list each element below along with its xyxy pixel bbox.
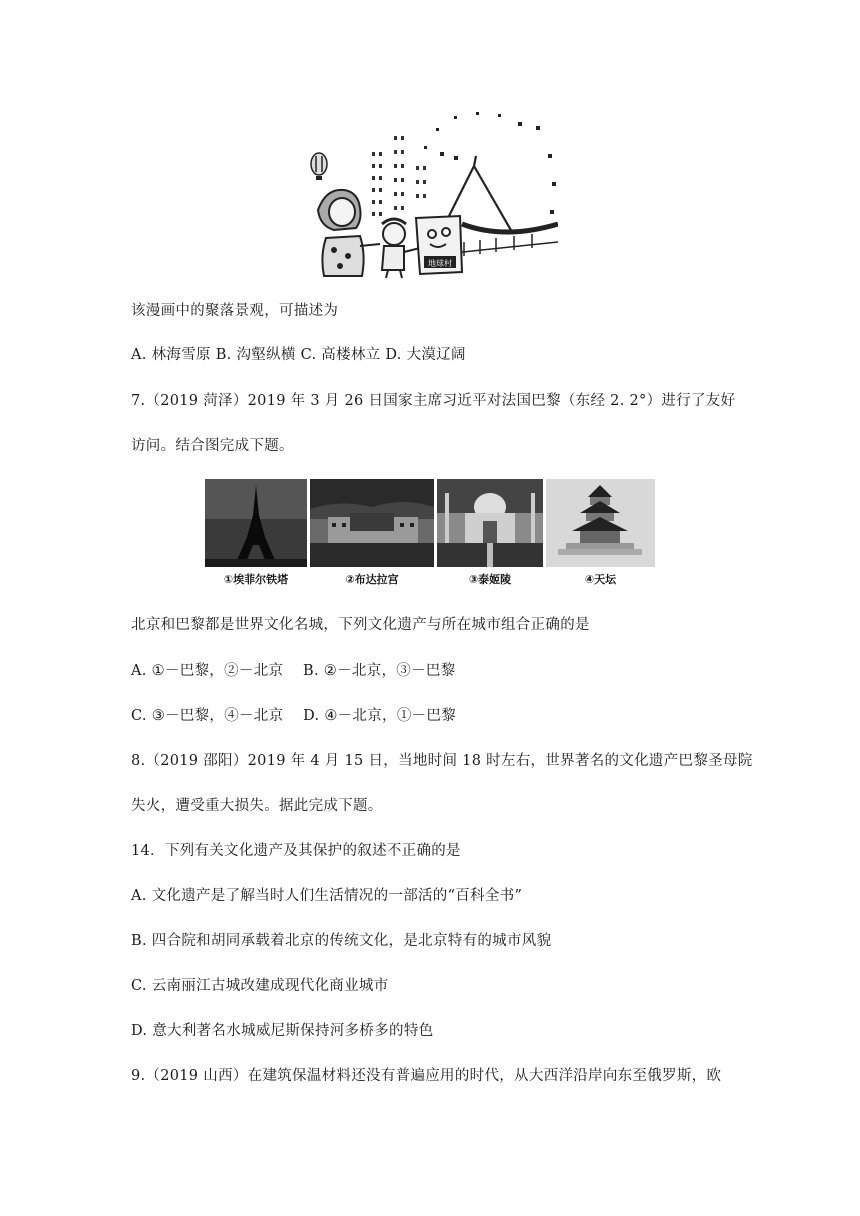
photo-eiffel-tower [205, 479, 307, 587]
q8-line-2: 失火，遭受重大损失。据此完成下题。 [131, 798, 383, 814]
q9-line-1: 9.（2019 山西）在建筑保温材料还没有普遍应用的时代，从大西洋沿岸向东至俄罗斯，欧 [131, 1068, 722, 1084]
photo-caption-4: ④天坛 [584, 573, 617, 586]
photo-caption-1: ①埃菲尔铁塔 [223, 573, 289, 586]
temple-of-heaven-icon [546, 479, 655, 567]
q14-stem: 14．下列有关文化遗产及其保护的叙述不正确的是 [131, 843, 461, 859]
photo-temple-of-heaven [546, 479, 655, 587]
potala-palace-icon [310, 479, 434, 567]
q14-option-a: A. 文化遗产是了解当时人们生活情况的一部活的“百科全书” [131, 888, 523, 904]
taj-mahal-icon [437, 479, 543, 567]
q14-option-b: B. 四合院和胡同承载着北京的传统文化，是北京特有的城市风貌 [131, 933, 552, 949]
q7-line-2: 访问。结合图完成下题。 [131, 438, 294, 454]
heritage-photo-strip [205, 479, 655, 589]
q14-option-d: D. 意大利著名水城威尼斯保持河多桥多的特色 [131, 1023, 434, 1039]
photo-caption-3: ③泰姬陵 [468, 573, 512, 586]
q7-options-ab: A. ①－巴黎，②－北京 B. ②－北京，③－巴黎 [131, 663, 456, 679]
q8-line-1: 8.（2019 邵阳）2019 年 4 月 15 日，当地时间 18 时左右，世界著名的文化遗产巴黎圣母院 [131, 753, 753, 769]
photo-caption-2: ②布达拉宫 [345, 573, 399, 586]
photo-potala-palace [310, 479, 434, 587]
cartoon-illustration [304, 106, 558, 280]
photo-taj-mahal [437, 479, 543, 587]
q7-stem: 北京和巴黎都是世界文化名城，下列文化遗产与所在城市组合正确的是 [131, 617, 590, 633]
q6-stem: 该漫画中的聚落景观，可描述为 [131, 303, 339, 319]
q6-options: A. 林海雪原 B. 沟壑纵横 C. 高楼林立 D. 大漠辽阔 [131, 347, 466, 363]
globe-sign-text: 地球村 [428, 259, 452, 268]
q7-options-cd: C. ③－巴黎，④－北京 D. ④－北京，①－巴黎 [131, 708, 457, 724]
eiffel-tower-icon [205, 479, 307, 567]
q14-option-c: C. 云南丽江古城改建成现代化商业城市 [131, 978, 389, 994]
q7-line-1: 7.（2019 菏泽）2019 年 3 月 26 日国家主席习近平对法国巴黎（东经 2. 2°）进行了友好 [131, 393, 736, 409]
